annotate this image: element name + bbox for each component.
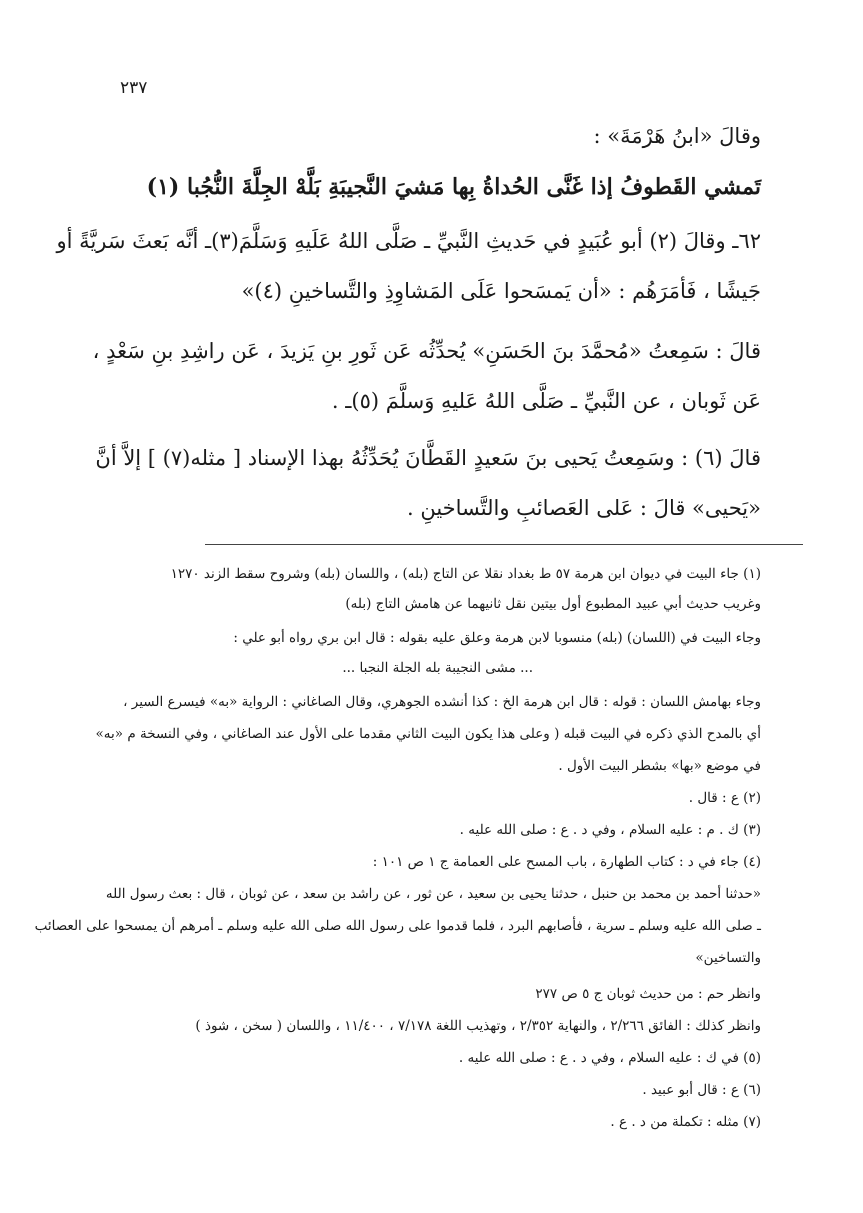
footnote-line: أي بالمدح الذي ذكره في البيت قبله ( وعلى هذا يكون البيت الثاني مقدما على الأول عند الصاغاني ، وفي النسخة م «به» [95, 726, 761, 742]
main-text-line: عَن ثَوبان ، عن النَّبيِّ ـ صَلَّى اللهُ عَليهِ وَسلَّمَ (٥)ـ . [331, 389, 761, 413]
footnote-line: وجاء البيت في (اللسان) (بله) منسوبا لابن هرمة وعلق عليه بقوله : قال ابن بري رواه أبو علي : [233, 630, 761, 646]
main-text-line: جَيشًا ، فَأمَرَهُم : «أن يَمسَحوا عَلَى المَشاوِذِ والتَّساخينِ (٤)» [241, 279, 761, 303]
footnote-line: في موضع «بها» بشطر البيت الأول . [558, 758, 761, 774]
footnote-line: (٣) ك . م : عليه السلام ، وفي د . ع : صلى الله عليه . [459, 822, 761, 838]
main-text-line: «يَحيى» قالَ : عَلى العَصائبِ والتَّساخينِ . [406, 496, 761, 520]
poem-verse: تَمشي القَطوفُ إذا غَنَّى الحُداةُ بِها مَشيَ النَّجيبَةِ بَلَّهْ الجِلَّةَ النُّجُبا (١) [146, 174, 761, 200]
page-number: ٢٣٧ [120, 78, 148, 98]
footnote-divider [205, 544, 803, 545]
footnote-line: والتساخين» [695, 950, 761, 966]
footnote-line: ... مشى النجيبة بله الجلة النجبا ... [342, 660, 533, 676]
main-text-line: وقالَ «ابنُ هَرْمَةَ» : [593, 124, 761, 148]
footnote-line: (١) جاء البيت في ديوان ابن هرمة ٥٧ ط بغداد نقلا عن التاج (بله) ، واللسان (بله) وشروح سقط الزند ١٢٧٠ [170, 566, 761, 582]
footnote-line: وانظر حم : من حديث ثوبان ج ٥ ص ٢٧٧ [535, 986, 761, 1002]
main-text-line: قالَ : سَمِعتُ «مُحمَّدَ بنَ الحَسَنِ» يُحدِّثُه عَن ثَورِ بنِ يَزيدَ ، عَن راشِدِ بنِ سَعْدٍ ، [92, 339, 761, 363]
footnote-line: وجاء بهامش اللسان : قوله : قال ابن هرمة الخ : كذا أنشده الجوهري، وقال الصاغاني : الرواية «به» فيسرع السير ، [123, 694, 761, 710]
footnote-line: ـ صلى الله عليه وسلم ـ سرية ، فأصابهم البرد ، فلما قدموا على رسول الله صلى الله عليه وسلم ـ أمرهم أن يمسحوا على العصائب [34, 918, 761, 934]
main-text-line: ٦٢ـ وقالَ (٢) أبو عُبَيدٍ في حَديثِ النَّبيِّ ـ صَلَّى اللهُ عَلَيهِ وَسَلَّمَ(٣)ـ أنَّه بَعثَ سَريَّةً أو [56, 229, 761, 253]
footnote-line: وغريب حديث أبي عبيد المطبوع أول بيتين نقل ثانيهما عن هامش التاج (بله) [345, 596, 761, 612]
main-text-line: قالَ (٦) : وسَمِعتُ يَحيى بنَ سَعيدٍ القَطَّانَ يُحَدِّثُهُ بهذا الإسناد [ مثله(٧) ] إلاَّ أنَّ [95, 446, 761, 470]
footnote-line: وانظر كذلك : الفائق ٢/٢٦٦ ، والنهاية ٢/٣٥٢ ، وتهذيب اللغة ٧/١٧٨ ، ١١/٤٠٠ ، واللسان ( سخن ، شوذ ) [195, 1018, 761, 1034]
footnote-line: (٢) ع : قال . [688, 790, 761, 806]
footnote-line: (٥) في ك : عليه السلام ، وفي د . ع : صلى الله عليه . [458, 1050, 761, 1066]
footnote-line: «حدثنا أحمد بن محمد بن حنبل ، حدثنا يحيى بن سعيد ، عن ثور ، عن راشد بن سعد ، عن ثوبان ، قال : بعث رسول الله [105, 886, 761, 902]
footnote-line: (٦) ع : قال أبو عبيد . [642, 1082, 761, 1098]
footnote-line: (٧) مثله : تكملة من د . ع . [610, 1114, 761, 1130]
footnote-line: (٤) جاء في د : كتاب الطهارة ، باب المسح على العمامة ج ١ ص ١٠١ : [372, 854, 761, 870]
